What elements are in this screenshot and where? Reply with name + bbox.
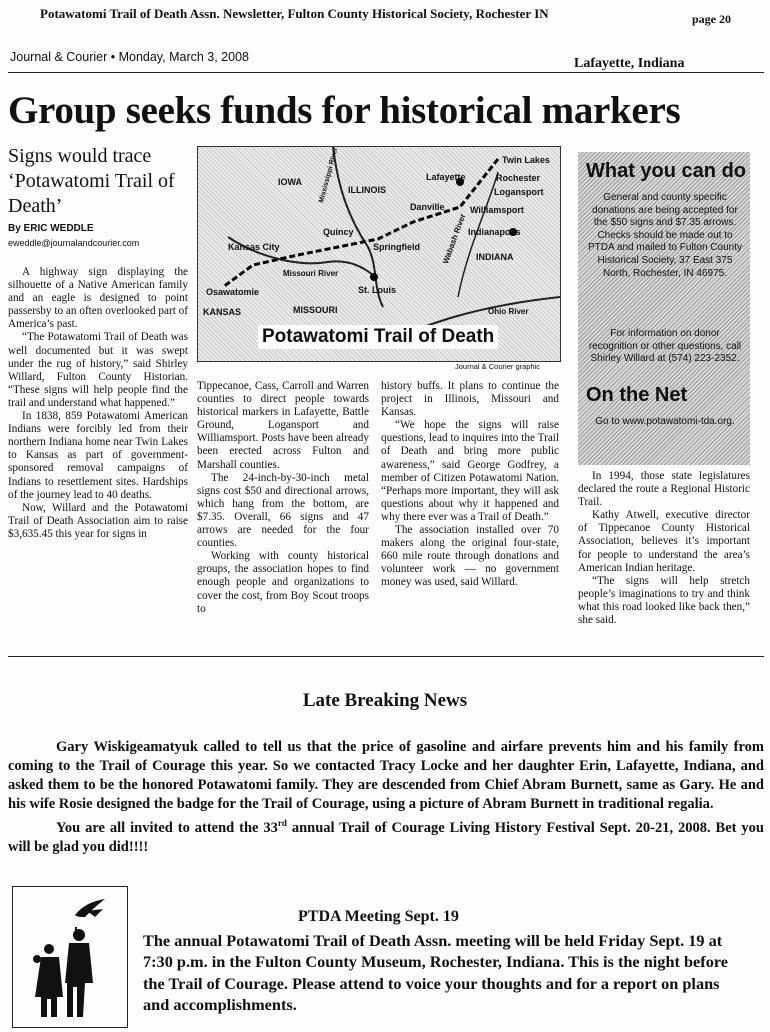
map-label: Kansas City xyxy=(228,242,280,252)
meeting-text: The annual Potawatomi Trail of Death Assn. meeting will be held Friday Sept. 19 at 7:30 p.m. in the Fulton County Museum, Rochester, Indiana. This is the night before the Trail of Courage. Please attend to voice your thoughts and for a report on plans and accomplishments. xyxy=(143,931,728,1014)
map-label: KANSAS xyxy=(203,307,242,317)
ordinal-suffix: rd xyxy=(277,818,287,828)
native-family-eagle-icon xyxy=(13,887,127,1027)
map-label: Osawatomie xyxy=(206,287,260,297)
masthead: Journal & Courier • Monday, March 3, 2008 xyxy=(10,50,249,64)
paragraph: Kathy Atwell, executive director of Tippecanoe County Historical Association, believes it’s important for people to understand the area’s American Indian heritage. xyxy=(578,509,750,574)
box-text: For information on donor recognition or other questions, call Shirley Willard at (574) 223-2352. xyxy=(588,328,742,365)
map-credit: Journal & Courier graphic xyxy=(455,362,541,371)
silhouette-illustration xyxy=(12,886,128,1028)
map-title: Potawatomi Trail of Death xyxy=(258,325,498,349)
newsletter-header: Potawatomi Trail of Death Assn. Newsletter, Fulton County Historical Society, Rochester IN xyxy=(40,6,549,21)
article-column-1 xyxy=(8,266,188,541)
box-text: General and county specific donations are being accepted for the $50 signs and $7.35 arrows. Checks should be made out to PTDA and mailed to Fulton County Historical Society, 37 East 375 North, Rochester, IN 46975. xyxy=(588,192,742,279)
late-news-text: You are all invited to attend the 33 xyxy=(56,819,278,836)
clipping-bottom-rule xyxy=(8,656,764,657)
paragraph: Working with county historical groups, the association hopes to find enough people and organizations to cover the cost, from Boy Scout troops to xyxy=(197,550,369,615)
map-label: INDIANA xyxy=(476,252,514,262)
paragraph: “The signs will help stretch people’s imaginations to try and think what this road looked like back then,” she said. xyxy=(578,574,750,627)
map-label: ILLINOIS xyxy=(348,185,386,195)
map-label: Wabash River xyxy=(441,212,468,266)
map-label: Mississippi River xyxy=(318,146,340,204)
paragraph: “The Potawatomi Trail of Death was well documented but it was swept under the rug of history,” said Shirley Willard, Fulton County Historian. “These signs will help people find the trail and understand what happened.” xyxy=(8,331,188,409)
paragraph: “We hope the signs will raise questions, lead to inquires into the Trail of Death and bring more public awareness,” said George Godfrey, a member of Citizen Potawatomi Nation. “Perhaps more important, they will ask questions about why it happened and why there ever was a Trail of Death.” xyxy=(381,419,559,523)
byline: By ERIC WEDDLE xyxy=(8,223,94,234)
map-label: St. Louis xyxy=(358,285,396,295)
dateline-location: Lafayette, Indiana xyxy=(574,56,685,71)
map-label: Twin Lakes xyxy=(502,155,550,165)
subheadline: Signs would trace ‘Potawatomi Trail of Death’ xyxy=(8,145,175,217)
paragraph: Now, Willard and the Potawatomi Trail of Death Association aim to raise $3,635.45 this year for signs in xyxy=(8,501,188,540)
late-news-text: annual Trail of Courage Living History Festival Sept. 20-21, 2008. Bet you will be glad you did!!!! xyxy=(8,819,764,855)
map-label: Logansport xyxy=(494,187,544,197)
what-you-can-do-box xyxy=(578,152,750,465)
box-title: What you can do xyxy=(586,160,746,182)
map-label: Quincy xyxy=(323,227,354,237)
paragraph: In 1994, those state legislatures declared the route a Regional Historic Trail. xyxy=(578,470,750,509)
map-label: Lafayette xyxy=(426,172,466,182)
masthead-rule xyxy=(8,72,764,73)
article-column-3 xyxy=(381,380,559,590)
paragraph: The association installed over 70 makers along the original four-state, 660 mile route through donations and volunteer work — no government money was used, said Willard. xyxy=(381,524,559,589)
paragraph: Tippecanoe, Cass, Carroll and Warren counties to direct people towards historical markers in Lafayette, Battle Ground, Logansport and Williamsport. Posts have been already been erected across Fulton and Marshall counties. xyxy=(197,380,369,471)
article-column-2 xyxy=(197,380,369,616)
late-news-text: Gary Wiskigeamatyuk called to tell us that the price of gasoline and airfare prevents him and his family from coming to the Trail of Courage this year. So we contacted Tracy Locke and her daughter Erin, Lafayette, Indiana, and asked them to be the honored Potawatomi family. They are descended from Chief Abram Burnett, same as Gary. He and his wife Rosie designed the badge for the Trail of Courage, using a picture of Abram Burnett in traditional regalia. xyxy=(8,739,764,812)
meeting-title: PTDA Meeting Sept. 19 xyxy=(298,908,459,925)
map-label: Indianapolis xyxy=(468,227,521,237)
paragraph: A highway sign displaying the silhouette of a Native American family and an eagle is designed to point passersby to an often overlooked part of America’s past. xyxy=(8,266,188,331)
author-email: eweddle@journalandcourier.com xyxy=(8,238,140,248)
map-label: MISSOURI xyxy=(293,305,338,315)
paragraph: In 1838, 859 Potawatomi American Indians were forcibly led from their northern Indiana home near Twin Lakes to Kansas as part of government-sponsored removal campaigns of Indians to resettlement sites. Hardships of the journey lead to 40 deaths. xyxy=(8,410,188,501)
map-label: Ohio River xyxy=(488,307,529,316)
map-label: Danville xyxy=(410,202,445,212)
trail-map xyxy=(197,146,561,362)
article-column-4 xyxy=(578,470,750,627)
page-number: page 20 xyxy=(692,12,731,26)
paragraph: The 24-inch-by-30-inch metal signs cost $50 and directional arrows, which hang from the bottom, are $7.35. Overall, 66 signs and 47 arrows are needed for the four counties. xyxy=(197,471,369,550)
map-label: Williamsport xyxy=(470,205,524,215)
st-louis-dot xyxy=(370,273,378,281)
headline: Group seeks funds for historical markers xyxy=(8,89,681,132)
map-label: Missouri River xyxy=(283,269,339,278)
map-label: Springfield xyxy=(373,242,420,252)
map-label: Rochester xyxy=(496,173,541,183)
map-label: IOWA xyxy=(278,177,302,187)
late-news-paragraph xyxy=(8,814,764,857)
paragraph: history buffs. It plans to continue the project in Illinois, Missouri and Kansas. xyxy=(381,380,559,419)
late-news-title: Late Breaking News xyxy=(302,690,468,711)
late-news-body xyxy=(8,738,764,857)
box-text: Go to www.potawatomi-tda.org. xyxy=(595,416,735,427)
late-news-paragraph xyxy=(8,738,764,814)
box-subtitle: On the Net xyxy=(586,384,688,406)
